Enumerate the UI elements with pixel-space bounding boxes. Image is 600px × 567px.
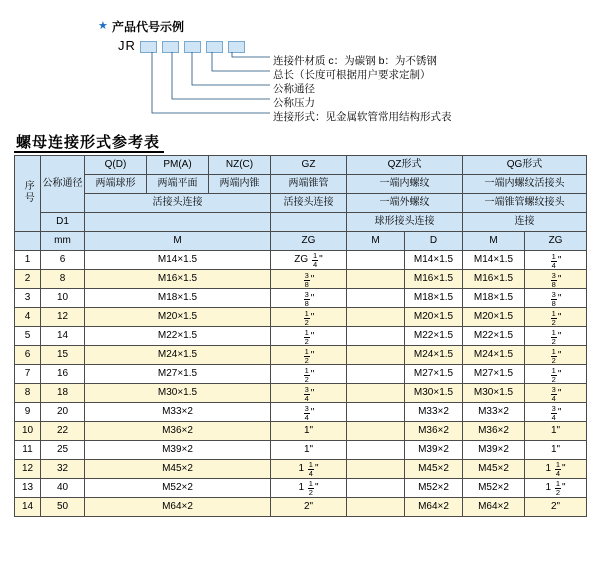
- cell-zg-gz: $\frac{3}{8}$ ": [271, 270, 347, 289]
- cell-d-qz: M64×2: [405, 498, 463, 517]
- header-unit-d2: D: [405, 232, 463, 251]
- table-row: [15, 403, 587, 422]
- cell-dn: 10: [41, 289, 85, 308]
- spec-table: [14, 155, 587, 517]
- cell-zg-gz: ZG $\frac{1}{4}$ ": [271, 251, 347, 270]
- cell-zg-gz: $\frac{3}{4}$ ": [271, 384, 347, 403]
- header-join-qg: 连接: [463, 213, 587, 232]
- cell-m-qg: M64×2: [463, 498, 525, 517]
- header-type-qz-outer: 一端外螺纹: [347, 194, 463, 213]
- table-row: [15, 308, 587, 327]
- cell-m-qz: [347, 403, 405, 422]
- header-unit-zg3: ZG: [525, 232, 587, 251]
- table-row: [15, 441, 587, 460]
- header-type-qg-outer: 一端锥管螺纹接头: [463, 194, 587, 213]
- cell-zg-qg: 1 $\frac{1}{4}$ ": [525, 460, 587, 479]
- cell-zg-qg: $\frac{1}{2}$ ": [525, 308, 587, 327]
- cell-m-qd: M24×1.5: [85, 346, 271, 365]
- cell-m-qg: M36×2: [463, 422, 525, 441]
- legend-label-material: 连接件材质 c：为碳钢 b：为不锈钢: [273, 55, 437, 67]
- cell-d-qz: M20×1.5: [405, 308, 463, 327]
- header-seq: 序号: [15, 156, 41, 232]
- cell-seq: 13: [15, 479, 41, 498]
- cell-m-qd: M20×1.5: [85, 308, 271, 327]
- table-row: [15, 498, 587, 517]
- header-type-nzc: 两端内锥: [209, 175, 271, 194]
- header-unit-zg1: ZG: [271, 232, 347, 251]
- header-code-qz: QZ形式: [347, 156, 463, 175]
- cell-m-qd: M45×2: [85, 460, 271, 479]
- cell-zg-qg: 2": [525, 498, 587, 517]
- cell-dn: 18: [41, 384, 85, 403]
- cell-zg-gz: $\frac{1}{2}$ ": [271, 346, 347, 365]
- cell-m-qg: M45×2: [463, 460, 525, 479]
- cell-d-qz: M24×1.5: [405, 346, 463, 365]
- table-row: [15, 346, 587, 365]
- table-row: [15, 365, 587, 384]
- cell-dn: 15: [41, 346, 85, 365]
- legend-label-nominal-diameter: 公称通径: [273, 83, 315, 95]
- cell-m-qz: [347, 441, 405, 460]
- cell-d-qz: M14×1.5: [405, 251, 463, 270]
- cell-d-qz: M16×1.5: [405, 270, 463, 289]
- cell-m-qg: M14×1.5: [463, 251, 525, 270]
- cell-m-qg: M24×1.5: [463, 346, 525, 365]
- cell-m-qd: M52×2: [85, 479, 271, 498]
- cell-m-qz: [347, 251, 405, 270]
- cell-zg-gz: 2": [271, 498, 347, 517]
- star-icon: ★: [98, 20, 108, 32]
- header-unit-m1: M: [85, 232, 271, 251]
- legend-label-connection-type: 连接形式：见金属软管常用结构形式表: [273, 111, 452, 123]
- cell-zg-qg: 1 $\frac{1}{2}$ ": [525, 479, 587, 498]
- cell-zg-gz: 1 $\frac{1}{4}$ ": [271, 460, 347, 479]
- cell-m-qd: M16×1.5: [85, 270, 271, 289]
- cell-zg-qg: $\frac{3}{8}$ ": [525, 289, 587, 308]
- cell-m-qz: [347, 346, 405, 365]
- header-join-qz: 球形接头连接: [347, 213, 463, 232]
- cell-m-qz: [347, 498, 405, 517]
- table-row: [15, 422, 587, 441]
- header-code-nzc: NZ(C): [209, 156, 271, 175]
- cell-zg-qg: $\frac{1}{4}$ ": [525, 251, 587, 270]
- cell-zg-qg: $\frac{1}{2}$ ": [525, 346, 587, 365]
- header-unit-m3: M: [463, 232, 525, 251]
- table-row: [15, 384, 587, 403]
- cell-m-qg: M27×1.5: [463, 365, 525, 384]
- header-unit-m2: M: [347, 232, 405, 251]
- cell-dn: 32: [41, 460, 85, 479]
- cell-zg-qg: 1": [525, 422, 587, 441]
- cell-d-qz: M33×2: [405, 403, 463, 422]
- cell-zg-qg: $\frac{1}{2}$ ": [525, 365, 587, 384]
- cell-m-qg: M39×2: [463, 441, 525, 460]
- header-code-gz: GZ: [271, 156, 347, 175]
- cell-m-qd: M14×1.5: [85, 251, 271, 270]
- cell-dn: 22: [41, 422, 85, 441]
- cell-m-qz: [347, 422, 405, 441]
- header-unit-mm: mm: [41, 232, 85, 251]
- header-d1: D1: [41, 213, 85, 232]
- cell-m-qz: [347, 460, 405, 479]
- header-code-qg: QG形式: [463, 156, 587, 175]
- table-row: [15, 460, 587, 479]
- cell-seq: 7: [15, 365, 41, 384]
- legend-label-nominal-pressure: 公称压力: [273, 97, 315, 109]
- cell-seq: 3: [15, 289, 41, 308]
- cell-seq: 10: [15, 422, 41, 441]
- cell-m-qd: M64×2: [85, 498, 271, 517]
- cell-m-qz: [347, 384, 405, 403]
- cell-dn: 50: [41, 498, 85, 517]
- cell-zg-gz: $\frac{1}{2}$ ": [271, 365, 347, 384]
- cell-d-qz: M27×1.5: [405, 365, 463, 384]
- cell-dn: 25: [41, 441, 85, 460]
- cell-dn: 20: [41, 403, 85, 422]
- header-join-gz: 活接头连接: [271, 194, 347, 213]
- cell-dn: 40: [41, 479, 85, 498]
- table-row: [15, 327, 587, 346]
- cell-m-qg: M22×1.5: [463, 327, 525, 346]
- table-row: [15, 479, 587, 498]
- cell-m-qz: [347, 270, 405, 289]
- cell-dn: 14: [41, 327, 85, 346]
- header-join-left: 活接头连接: [85, 194, 271, 213]
- cell-zg-qg: $\frac{3}{4}$ ": [525, 384, 587, 403]
- page-title: 螺母连接形式参考表: [16, 134, 161, 151]
- header-blank: [85, 213, 271, 232]
- cell-m-qg: M16×1.5: [463, 270, 525, 289]
- header-type-qd: 两端球形: [85, 175, 147, 194]
- cell-zg-gz: 1 $\frac{1}{2}$ ": [271, 479, 347, 498]
- cell-dn: 6: [41, 251, 85, 270]
- cell-d-qz: M45×2: [405, 460, 463, 479]
- cell-seq: 1: [15, 251, 41, 270]
- cell-m-qz: [347, 365, 405, 384]
- cell-m-qd: M36×2: [85, 422, 271, 441]
- title-underline: [14, 151, 164, 153]
- cell-zg-gz: $\frac{3}{4}$ ": [271, 403, 347, 422]
- table-header-joins: [15, 194, 587, 213]
- product-code-legend: [0, 0, 600, 125]
- cell-dn: 16: [41, 365, 85, 384]
- header-unit-seq: [15, 232, 41, 251]
- header-type-qz-inner: 一端内螺纹: [347, 175, 463, 194]
- cell-zg-gz: $\frac{1}{2}$ ": [271, 327, 347, 346]
- cell-m-qz: [347, 289, 405, 308]
- table-header-d1: [15, 213, 587, 232]
- cell-d-qz: M30×1.5: [405, 384, 463, 403]
- cell-zg-qg: $\frac{3}{8}$ ": [525, 270, 587, 289]
- header-code-qd: Q(D): [85, 156, 147, 175]
- legend-label-length: 总长（长度可根据用户要求定制）: [273, 69, 431, 81]
- cell-m-qg: M30×1.5: [463, 384, 525, 403]
- table-header-types: [15, 175, 587, 194]
- cell-zg-qg: 1": [525, 441, 587, 460]
- cell-zg-gz: $\frac{1}{2}$ ": [271, 308, 347, 327]
- cell-dn: 12: [41, 308, 85, 327]
- cell-d-qz: M39×2: [405, 441, 463, 460]
- cell-seq: 11: [15, 441, 41, 460]
- cell-seq: 2: [15, 270, 41, 289]
- legend-title: 产品代号示例: [112, 20, 185, 34]
- table-body: [15, 251, 587, 517]
- table-row: [15, 270, 587, 289]
- cell-seq: 8: [15, 384, 41, 403]
- table-row: [15, 251, 587, 270]
- table-header-codes: [15, 156, 587, 175]
- table-header-units: [15, 232, 587, 251]
- cell-seq: 9: [15, 403, 41, 422]
- cell-m-qd: M22×1.5: [85, 327, 271, 346]
- cell-d-qz: M52×2: [405, 479, 463, 498]
- cell-zg-gz: $\frac{3}{8}$ ": [271, 289, 347, 308]
- cell-zg-gz: 1": [271, 422, 347, 441]
- cell-m-qd: M27×1.5: [85, 365, 271, 384]
- code-prefix: JR: [118, 38, 136, 53]
- header-code-pma: PM(A): [147, 156, 209, 175]
- cell-d-qz: M18×1.5: [405, 289, 463, 308]
- cell-seq: 12: [15, 460, 41, 479]
- cell-m-qz: [347, 327, 405, 346]
- header-type-qg-inner: 一端内螺纹活接头: [463, 175, 587, 194]
- cell-seq: 5: [15, 327, 41, 346]
- cell-zg-qg: $\frac{1}{2}$ ": [525, 327, 587, 346]
- cell-m-qd: M39×2: [85, 441, 271, 460]
- cell-zg-qg: $\frac{3}{4}$ ": [525, 403, 587, 422]
- cell-dn: 8: [41, 270, 85, 289]
- header-type-gz: 两端锥管: [271, 175, 347, 194]
- cell-seq: 14: [15, 498, 41, 517]
- cell-m-qz: [347, 479, 405, 498]
- cell-m-qg: M20×1.5: [463, 308, 525, 327]
- cell-m-qg: M52×2: [463, 479, 525, 498]
- header-blank-gz: [271, 213, 347, 232]
- header-dn: 公称通径: [41, 156, 85, 213]
- cell-m-qd: M30×1.5: [85, 384, 271, 403]
- cell-m-qg: M33×2: [463, 403, 525, 422]
- cell-d-qz: M22×1.5: [405, 327, 463, 346]
- table-row: [15, 289, 587, 308]
- cell-d-qz: M36×2: [405, 422, 463, 441]
- cell-seq: 6: [15, 346, 41, 365]
- cell-m-qd: M18×1.5: [85, 289, 271, 308]
- cell-m-qd: M33×2: [85, 403, 271, 422]
- header-type-pma: 两端平面: [147, 175, 209, 194]
- cell-zg-gz: 1": [271, 441, 347, 460]
- cell-m-qg: M18×1.5: [463, 289, 525, 308]
- cell-seq: 4: [15, 308, 41, 327]
- cell-m-qz: [347, 308, 405, 327]
